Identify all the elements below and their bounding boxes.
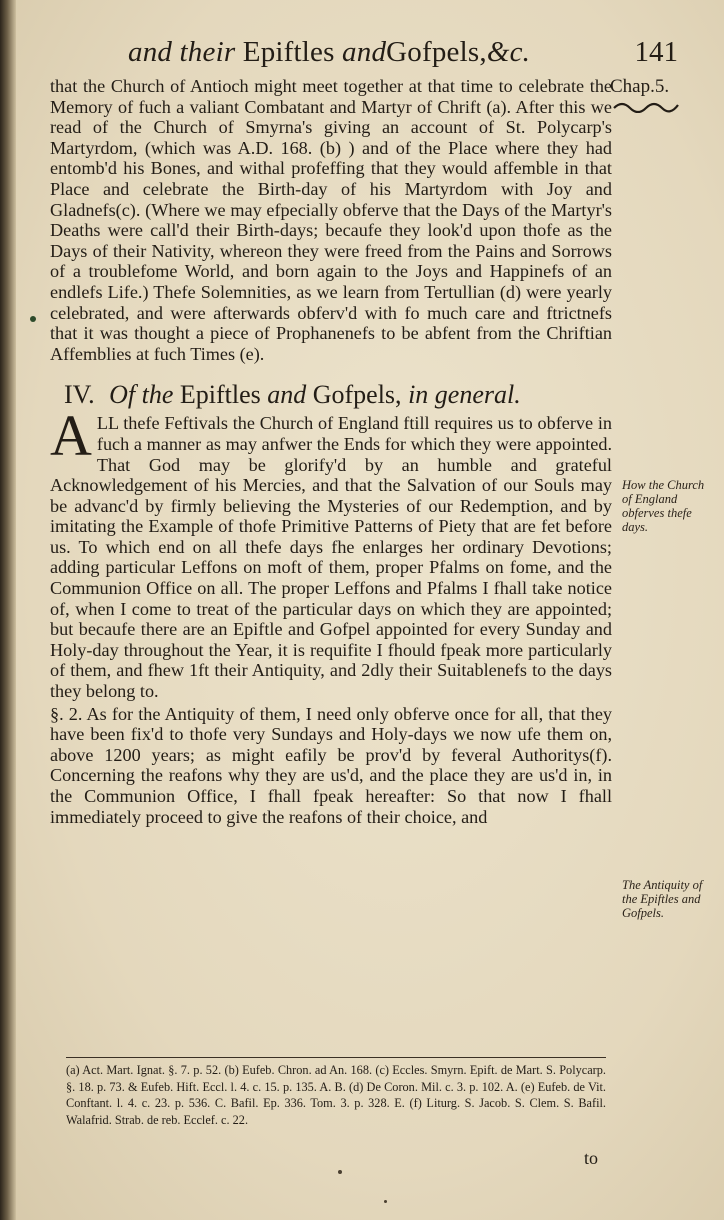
running-title-prefix: and their [128,36,236,68]
paper-speck [30,316,36,322]
footnotes: (a) Act. Mart. Ignat. §. 7. p. 52. (b) Eufeb. Chron. ad An. 168. (c) Eccles. Smyrn. Epift. de Mart. S. Polycarp. §. 18. p. 73. & Eufeb. Hift. Eccl. l. 4. c. 15. p. 135. A. B. (d) De Coron. Mil. c. 3. p. 102. A. (e) Eufeb. de Vit. Conftant. l. 4. c. 23. p. 536. C. Bafil. Ep. 336. Tom. 3. p. 328. E. (f) Liturg. S. Jacob. S. Clem. S. Bafil. Walafrid. Strab. de reb. Ecclef. c. 22. [66,1063,606,1127]
page-header [0,36,724,74]
section-title-epistles: Epiftles [179,380,261,410]
paper-speck [338,1170,342,1174]
catchword: to [584,1148,599,1168]
page-number: 141 [634,36,678,68]
subsection-paragraph: §. 2. As for the Antiquity of them, I need only obferve once for all, that they have been fix'd to thofe very Sundays and Holy-days we now ufe them on, above 1200 years; as might eafily be prov'd by feveral Authoritys(f). Concerning the reafons why they are us'd, and the place they are us'd in, in the Communion Office, I fhall fpeak hereafter: So that now I fhall immediately proceed to give the reafons of their choice, and [50,703,612,827]
ornament-flourish-icon [612,99,680,113]
drop-cap: A [50,403,92,469]
margin-note-observance: How the Church of England obferves thefe days. [622,478,705,534]
footnote-divider [66,1057,606,1058]
section-title-in-general: in general. [408,380,521,410]
section-title-of-the: Of the [109,380,174,410]
running-title-epistles: Epiftles [242,36,335,68]
main-text [50,76,612,827]
page-gutter-shadow [0,0,16,1220]
running-title-etc: &c. [486,36,531,68]
chapter-note: Chap.5. [610,76,670,97]
section-title-and: and [267,380,307,410]
section-paragraph-text: LL thefe Feftivals the Church of England ftill requires us to obferve in fuch a manner as may anfwer the Ends for which they were appointed. That God may be glorify'd by an humble and grateful Acknowledgement of his Mercies, and that the Salvation of our Souls may be advanc'd by firmly believing the Mysteries of our Redemption, and by imitating the Example of thofe Primitive Patterns of Piety that are fet before us. To which end on all thefe days fhe enlarges her ordinary Devotions; adding particular Leffons on moft of them, proper Pfalms on fome, and the Communion Office on all. The proper Leffons and Pfalms I fhall take notice of, when I come to treat of the particular days on which they are appointed; but becaufe there are an Epiftle and Gofpel appointed for every Sunday and Holy-day throughout the Year, it is requifite I fhould fpeak more particularly of them, and fhew 1ft their Antiquity, and 2dly their Suitablenefs to the days they belong to. [50,413,612,702]
running-title-and: and [342,36,387,68]
margin-note-antiquity: The Antiquity of the Epiftles and Gofpels. [622,878,703,920]
running-title-gospels: Gofpels, [386,36,487,68]
opening-paragraph: that the Church of Antioch might meet together at that time to celebrate the Memory of fuch a valiant Combatant and Martyr of Chrift (a). After this we read of the Church of Smyrna's giving an account of St. Polycarp's Martyrdom, (which was A.D. 168. (b) ) and of the Place where they had entomb'd his Bones, and withal profeffing that they would affemble in that Place and celebrate the Birth-day of his Martyrdom with Joy and Gladnefs(c). (Where we may efpecially obferve that the Days of the Martyr's Deaths were call'd their Birth-days; becaufe they look'd upon thofe as the Days of their Nativity, whereon they were freed from the Pains and Sorrows of a troublefome World, and born again to the Joys and Happinefs of an endlefs Life.) Thefe Solemnities, as we learn from Tertullian (d) were yearly celebrated, and were afterwards obferv'd with fo much care and ftrictnefs that it was thought a piece of Prophanenefs to be abfent from the Chriftian Affemblies at fuch Times (e). [50,76,612,364]
section-number: IV. [64,380,95,410]
section-title-gospels: Gofpels, [312,380,402,410]
paper-speck [384,1200,387,1203]
section-heading [64,380,612,410]
running-title [128,36,530,69]
section-paragraph [50,403,612,702]
